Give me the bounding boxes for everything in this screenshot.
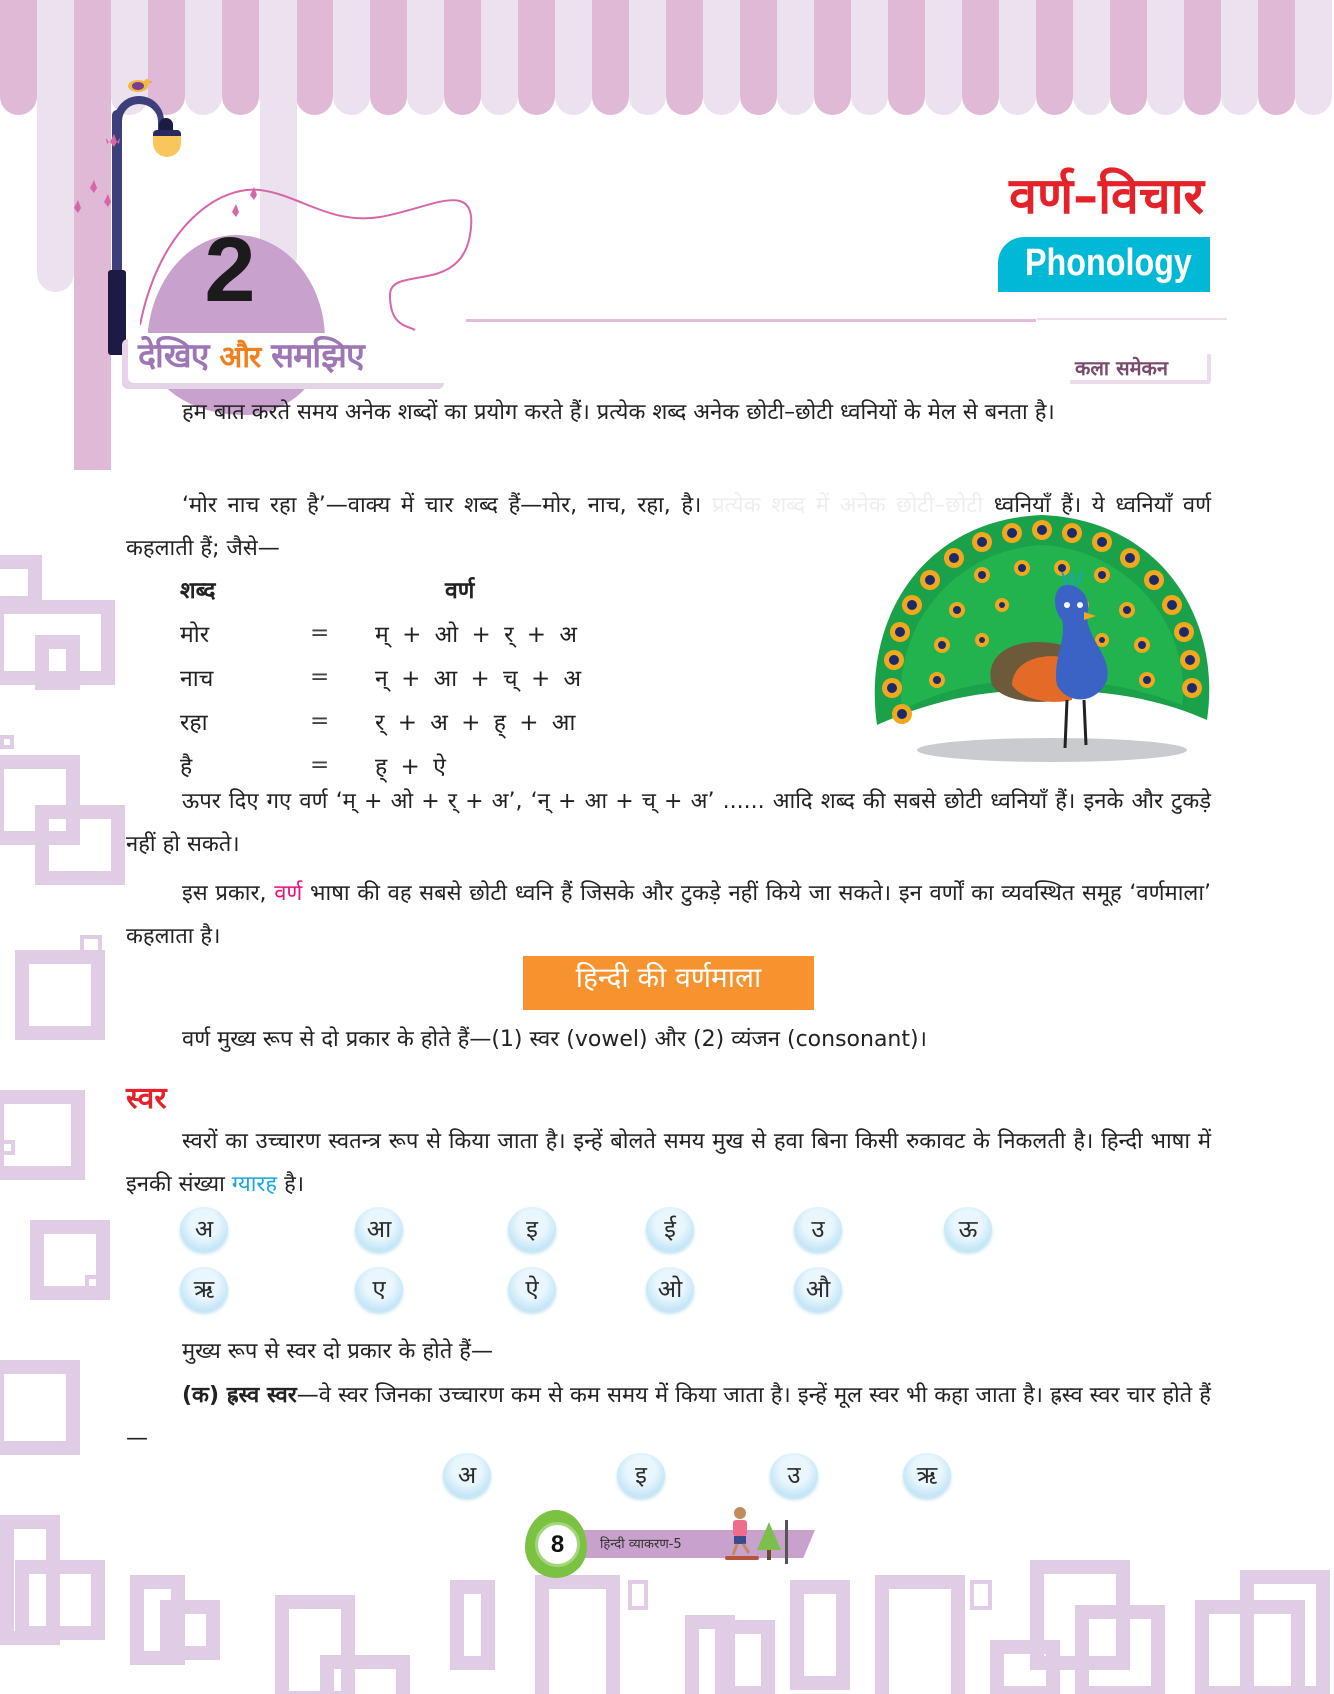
explanation-paragraph-1-text: ऊपर दिए गए वर्ण ‘म् + ओ + र् + अ’, ‘न् + आ + च् + अ’ ...... आदि शब्द की सबसे छोटी ध्वनियाँ हैं। इनके और टुकड़े नहीं हो सकते।	[126, 789, 1211, 857]
section-label-part3: समझिए	[260, 336, 364, 376]
word-breakdown-table	[180, 567, 581, 787]
hrasva-vowel-bubble: इ	[617, 1453, 665, 1497]
square-decoration	[35, 635, 80, 690]
explanation-paragraph-2	[126, 872, 1211, 958]
row-word: नाच	[180, 666, 214, 692]
square-decoration	[35, 805, 125, 885]
vowel-bubble: आ	[355, 1207, 403, 1251]
intro-paragraph-2-text: ‘मोर नाच रहा है’—वाक्य में चार शब्द हैं—मोर, नाच, रहा, है।	[182, 493, 713, 518]
types-line-text: वर्ण मुख्य रूप से दो प्रकार के होते हैं—(1) स्वर (vowel) और (2) व्यंजन (consonant)।	[182, 1027, 927, 1052]
swar-paragraph-text: स्वरों का उच्चारण स्वतन्त्र रूप से किया जाता है। इन्हें बोलते समय मुख से हवा बिना किसी रुकावट के निकलती है। हिन्दी भाषा में इनकी संख्या	[126, 1129, 1211, 1197]
row-equals: =	[310, 664, 330, 690]
hrasva-vowel-bubble: अ	[443, 1453, 491, 1497]
section-label	[138, 331, 364, 377]
hrasva-vowel-bubble: उ	[770, 1453, 818, 1497]
vowel-bubble: ऐ	[508, 1267, 556, 1311]
header-divider	[466, 319, 1036, 322]
row-equals: =	[310, 620, 330, 646]
book-title: हिन्दी व्याकरण-5	[600, 1537, 682, 1552]
row-parts: ह् + ऐ	[375, 754, 446, 780]
square-decoration	[0, 1090, 85, 1180]
square-decoration	[0, 1140, 15, 1155]
tag-underline	[1070, 380, 1210, 384]
hrasva-text: —वे स्वर जिनका उच्चारण कम से कम समय में किया जाता है। इन्हें मूल स्वर भी कहा जाता है। ह्रस्व स्वर चार होते हैं—	[126, 1383, 1211, 1451]
drape-decoration	[37, 0, 74, 292]
square-decoration	[320, 1655, 410, 1694]
hrasva-label: (क) ह्रस्व स्वर	[182, 1383, 297, 1408]
square-decoration	[1240, 1570, 1330, 1694]
swar-types-intro-text: मुख्य रूप से स्वर दो प्रकार के होते हैं—	[182, 1339, 493, 1364]
vowel-bubble: अ	[180, 1207, 228, 1251]
swar-heading: स्वर	[126, 1081, 167, 1116]
tag-bar	[1207, 354, 1211, 382]
row-parts: म् + ओ + र् + अ	[375, 622, 577, 648]
row-equals: =	[310, 752, 330, 778]
vowel-bubble: ए	[355, 1267, 403, 1311]
square-decoration	[85, 1275, 105, 1295]
square-decoration	[0, 1360, 80, 1455]
intro-paragraph-1	[126, 391, 1211, 434]
highlight-gyarah: ग्यारह	[231, 1172, 278, 1197]
hrasva-paragraph	[126, 1374, 1211, 1460]
swar-paragraph	[126, 1120, 1211, 1206]
intro-paragraph-1-text: हम बात करते समय अनेक शब्दों का प्रयोग करते हैं। प्रत्येक शब्द अनेक छोटी–छोटी ध्वनियों के मेल से बनता है।	[182, 400, 1055, 425]
explanation-paragraph-2-start: इस प्रकार,	[182, 881, 275, 906]
explanation-paragraph-1	[126, 780, 1211, 866]
vowel-bubble: औ	[794, 1267, 842, 1311]
swar-paragraph-end: है।	[277, 1172, 305, 1197]
header-varn: वर्ण	[445, 578, 475, 604]
square-decoration	[628, 1580, 648, 1610]
row-parts: र् + अ + ह् + आ	[375, 710, 576, 736]
highlight-varn: वर्ण	[274, 881, 303, 906]
row-word: है	[180, 754, 193, 780]
table-row	[180, 611, 581, 655]
square-decoration	[15, 950, 105, 1040]
square-decoration	[1075, 1605, 1165, 1694]
hrasva-vowel-bubble: ऋ	[903, 1453, 951, 1497]
intro-paragraph-2-end: ध्वनियाँ हैं। ये ध्वनियाँ वर्ण कहलाती हैं; जैसे—	[126, 493, 1211, 561]
row-word: रहा	[180, 710, 208, 736]
square-decoration	[715, 1620, 775, 1694]
header-word: शब्द	[180, 578, 216, 604]
explanation-paragraph-2-end: भाषा की वह सबसे छोटी ध्वनि हैं जिसके और टुकड़े नहीं किये जा सकते। इन वर्णों का व्यवस्थित समूह ‘वर्णमाला’ कहलाता है।	[126, 881, 1212, 949]
square-decoration	[0, 735, 14, 749]
table-header	[180, 567, 581, 611]
square-decoration	[875, 1575, 965, 1694]
vowel-bubble: ई	[646, 1207, 694, 1251]
table-row	[180, 655, 581, 699]
row-parts: न् + आ + च् + अ	[375, 666, 582, 692]
chapter-number: 2	[204, 219, 256, 321]
vowel-bubble: ऊ	[944, 1207, 992, 1251]
varnamala-banner-text: हिन्दी की वर्णमाला	[575, 961, 762, 994]
swar-types-intro	[126, 1330, 1211, 1373]
square-decoration	[535, 1575, 620, 1694]
awning-decoration	[0, 0, 1334, 115]
vowel-bubble: उ	[794, 1207, 842, 1251]
lamp-base-icon	[108, 270, 126, 355]
peacock-illustration	[862, 500, 1222, 770]
vowel-bubble: इ	[508, 1207, 556, 1251]
types-line	[126, 1018, 1211, 1061]
chapter-subtitle: Phonology	[1025, 242, 1192, 284]
square-decoration	[970, 1580, 992, 1610]
square-decoration	[790, 1580, 850, 1690]
header-divider	[1037, 318, 1227, 320]
vowel-bubble: ओ	[646, 1267, 694, 1311]
page-number: 8	[550, 1531, 565, 1558]
square-decoration	[450, 1580, 495, 1670]
kala-samekan-tag: कला समेकन	[1075, 356, 1169, 380]
section-label-part1: देखिए	[138, 336, 220, 376]
row-word: मोर	[180, 622, 210, 648]
tree-icon	[755, 1520, 795, 1565]
intro-paragraph-2-faded: प्रत्येक शब्द में अनेक छोटी–छोटी	[712, 493, 984, 518]
vowel-bubble: ऋ	[180, 1267, 228, 1311]
chapter-title: वर्ण–विचार	[1009, 167, 1204, 225]
row-equals: =	[310, 708, 330, 734]
bird-icon	[124, 76, 152, 94]
square-decoration	[160, 1600, 220, 1660]
section-label-part2: और	[219, 340, 261, 375]
table-row	[180, 699, 581, 743]
square-decoration	[15, 1560, 105, 1640]
